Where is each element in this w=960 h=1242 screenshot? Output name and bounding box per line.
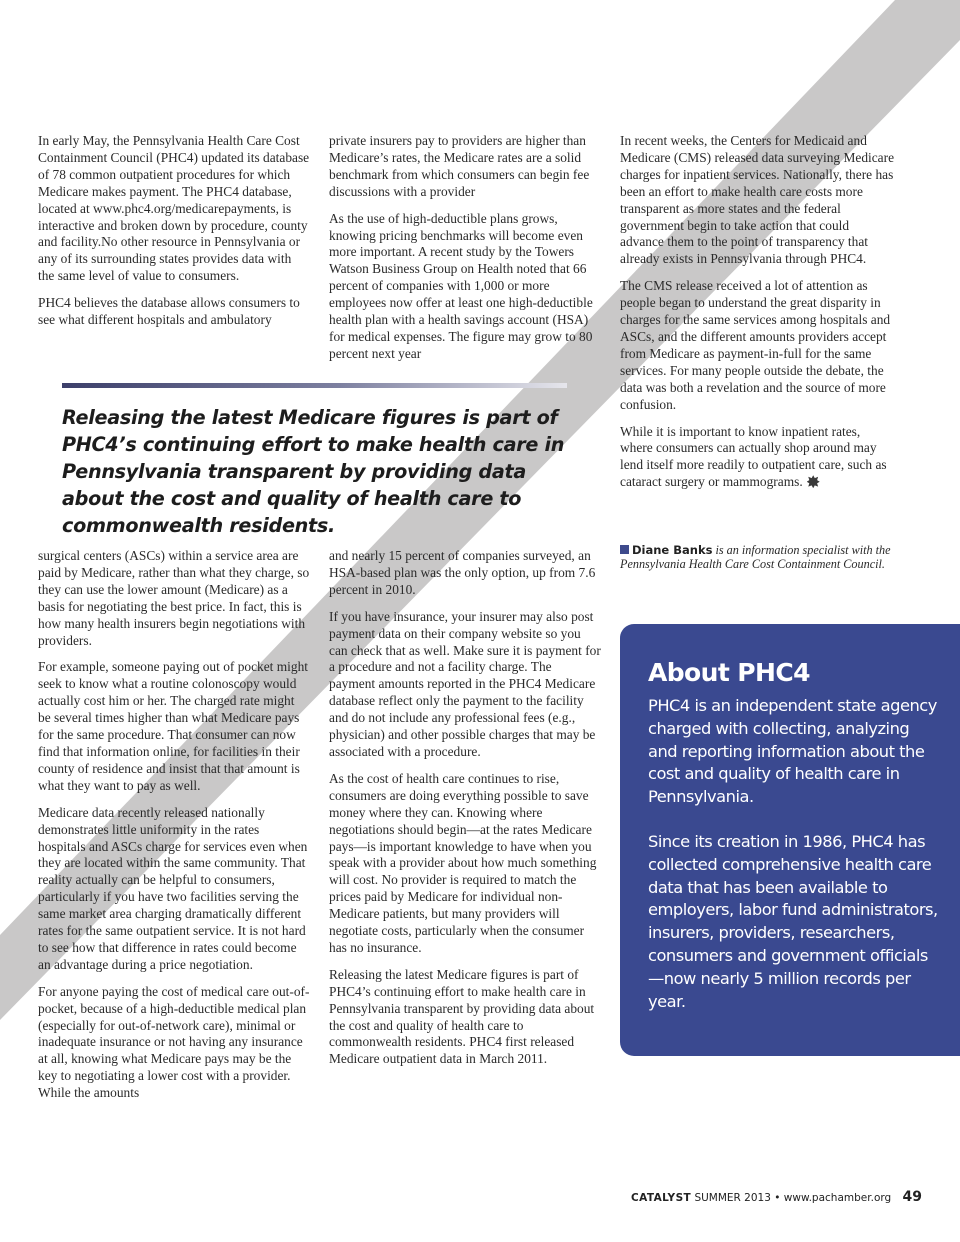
- square-bullet-icon: [620, 545, 629, 554]
- paragraph-text: While it is important to know inpatient rates, where consumers can actually shop around may lend itself more readily to outpatient care, such as cataract surgery or mammograms.: [620, 423, 887, 490]
- article-column-2-bottom: [329, 548, 601, 1078]
- pullquote-rule: [62, 383, 567, 388]
- author-bio: [620, 543, 900, 572]
- issue-label: SUMMER 2013: [694, 1192, 771, 1204]
- magazine-name: CATALYST: [631, 1192, 692, 1204]
- author-name: Diane Banks: [632, 543, 713, 557]
- pull-quote: Releasing the latest Medicare figures is part of PHC4’s continuing effort to make health care in Pennsylvania transparent by providing data about the cost and quality of health care to commonwealth residents.: [62, 406, 565, 537]
- about-paragraph-2: Since its creation in 1986, PHC4 has collected comprehensive health care data that has been available to employers, labor fund administrators, insurers, providers, researchers, consumers and government officials—now nearly 5 million records per year.: [648, 831, 938, 1011]
- paragraph: In early May, the Pennsylvania Health Care Cost Containment Council (PHC4) updated its database of 78 common outpatient procedures for which Medicare makes payment. The PHC4 database, located at www.phc4.org/medicarepayments, is interactive and broken down by procedure, county and facility.No other resource in Pennsylvania or any of its surrounding states provides data with the same level of value to consumers.: [38, 133, 310, 284]
- paragraph: surgical centers (ASCs) within a service area are paid by Medicare, rather than what they charge, so they can use the lower amount (Medicare) as a basis for negotiating the best price. In fact, this is how many health insurers begin negotiations with providers.: [38, 548, 310, 648]
- page-number: 49: [902, 1189, 922, 1205]
- paragraph: private insurers pay to providers are higher than Medicare’s rates, the Medicare rates are a solid benchmark from which consumers can begin fee discussions with a provider: [329, 133, 590, 199]
- paragraph-last: [620, 424, 896, 492]
- paragraph: As the use of high-deductible plans grows, knowing pricing benchmarks will become even more important. A recent study by the Towers Watson Business Group on Health noted that 66 percent of companies with 1,000 or more employees now offer at least one high-deductible health plan with a health savings account (HSA) for medical expenses. The figure may grow to 80 percent next year: [329, 210, 593, 361]
- page-footer: [631, 1189, 922, 1205]
- paragraph: In recent weeks, the Centers for Medicaid and Medicare (CMS) released data surveying Medicare charges for inpatient services. Nationally, there has been an effort to make health care costs more transparent as more states and the federal government begin to take action that could advance them to the point of transparency that already exists in Pennsylvania through PHC4.: [620, 133, 895, 267]
- article-column-3: [620, 133, 896, 501]
- article-column-2-top: [329, 133, 601, 373]
- paragraph: Medicare data recently released nationally demonstrates little uniformity in the rates hospitals and ASCs charge for services even when they are located within the same community. That reality actually can be helpful to consumers, particularly if you have two facilities serving the same market area charging dramatically different rates for the same outpatient service. It is not hard to see how that difference in rates could become an advantage during a price negotiation.: [38, 804, 308, 972]
- article-column-1-bottom: [38, 548, 310, 1112]
- article-column-1-top: [38, 133, 310, 339]
- footer-url[interactable]: www.pachamber.org: [783, 1192, 892, 1204]
- about-paragraph-1: PHC4 is an independent state agency charged with collecting, analyzing and reporting information about the cost and quality of health care in Pennsylvania.: [648, 696, 937, 807]
- paragraph: For example, someone paying out of pocket might seek to know what a routine colonoscopy would actually cost him or her. The charged rate might be several times higher than what Medicare pays for the same procedure. That consumer can now find that information online, for facilities in their county of residence and insist that that amount is what they want to pay as well.: [38, 659, 308, 793]
- paragraph: and nearly 15 percent of companies surveyed, an HSA-based plan was the only option, up from 7.6 percent in 2010.: [329, 548, 596, 597]
- paragraph: The CMS release received a lot of attention as people began to understand the great disparity in charges for the same services among hospitals and ASCs, and the different amounts providers accept from Medicare as payment-in-full for the same services. For many people outside the debate, the data was both a revelation and the source of more confusion.: [620, 278, 891, 412]
- end-of-article-icon: [807, 475, 820, 488]
- paragraph: If you have insurance, your insurer may also post payment data on their company website so you can check that as well. Make sure it is payment for a procedure and not a facility charge. The payment amounts reported in the PHC4 Medicare database reflect only the payment to the facility and do not include any professional fees (e.g., physician) and other possible charges that may be associated with a procedure.: [329, 608, 601, 759]
- about-title: About PHC4: [648, 658, 810, 687]
- footer-separator: •: [774, 1192, 781, 1204]
- author-description: is an information specialist with the Pennsylvania Health Care Cost Containment Council.: [620, 543, 891, 572]
- paragraph: For anyone paying the cost of medical care out-of-pocket, because of a high-deductible medical plan (especially for out-of-network care), minimal or inadequate insurance or not having any insurance at all, knowing what Medicare pays may be the key to negotiating a lower cost with a provider. While the amounts: [38, 983, 310, 1101]
- paragraph: PHC4 believes the database allows consumers to see what different hospitals and ambulatory: [38, 295, 300, 328]
- paragraph: Releasing the latest Medicare figures is part of PHC4’s continuing effort to make health care in Pennsylvania transparent by providing data about the cost and quality of health care to commonwealth residents. PHC4 first released Medicare outpatient data in March 2011.: [329, 966, 595, 1067]
- paragraph: As the cost of health care continues to rise, consumers are doing everything possible to save money where they can. Knowing where negotiations should begin—at the rates Medicare pays—is important knowledge to have when you speak with a provider about how much something will cost. No provider is required to match the prices paid by Medicare for individual non-Medicare patients, but many providers will negotiate costs, particularly when the consumer has no insurance.: [329, 770, 597, 955]
- about-phc4-sidebar: [620, 624, 960, 1056]
